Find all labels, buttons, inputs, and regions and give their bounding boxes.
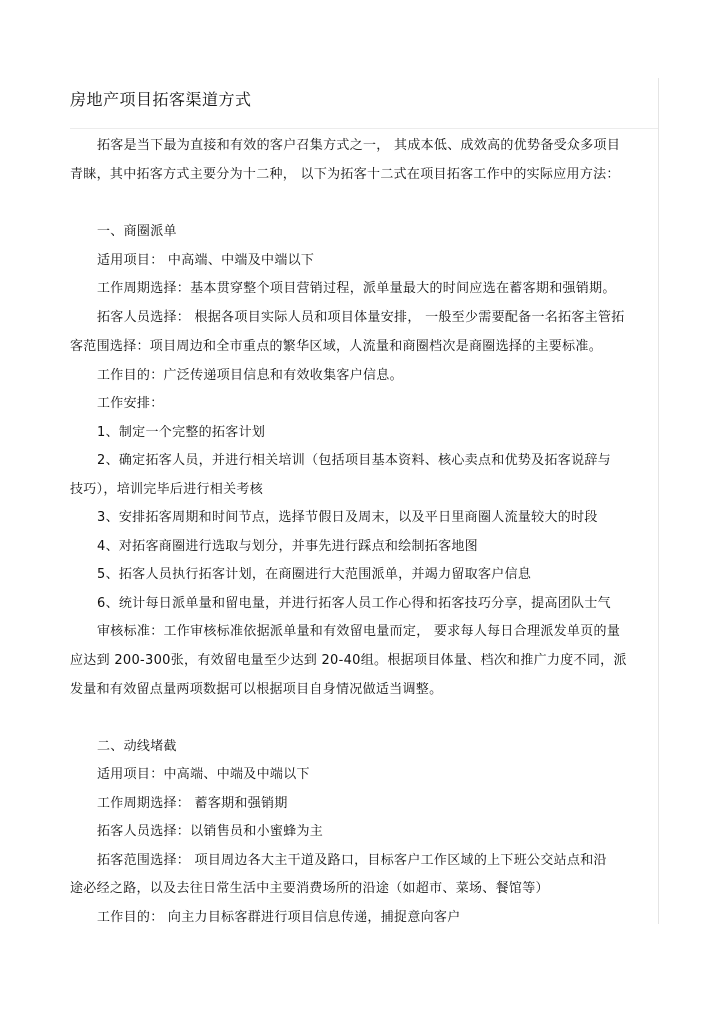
text-line: 4、对拓客商圈进行选取与划分，并事先进行踩点和绘制拓客地图 xyxy=(97,539,478,554)
text-line: 适用项目：中高端、中端及中端以下 xyxy=(97,767,310,782)
title-divider xyxy=(70,128,658,129)
text-line: 1、制定一个完整的拓客计划 xyxy=(97,425,266,440)
text-line: 技巧），培训完毕后进行相关考核 xyxy=(70,482,264,497)
text-line: 拓客范围选择： 项目周边各大主干道及路口，目标客户工作区域的上下班公交站点和沿 xyxy=(97,853,607,868)
text-line: 6、统计每日派单量和留电量，并进行拓客人员工作心得和拓客技巧分享，提高团队士气 xyxy=(97,596,611,611)
text-line: 发量和有效留点量两项数据可以根据项目自身情况做适当调整。 xyxy=(70,682,443,697)
text-line: 青睐，其中拓客方式主要分为十二种， 以下为拓客十二式在项目拓客工作中的实际应用方法： xyxy=(70,167,620,182)
document-title: 房地产项目拓客渠道方式 xyxy=(70,90,252,109)
text-line: 工作周期选择： 蓄客期和强销期 xyxy=(97,796,288,811)
text-line: 2、确定拓客人员，并进行相关培训（包括项目基本资料、核心卖点和优势及拓客说辞与 xyxy=(97,453,611,468)
text-line: 二、动线堵截 xyxy=(97,739,177,754)
text-line: 拓客是当下最为直接和有效的客户召集方式之一， 其成本低、成效高的优势备受众多项目 xyxy=(97,138,621,153)
text-line: 审核标准：工作审核标准依据派单量和有效留电量而定， 要求每人每日合理派发单页的量 xyxy=(97,624,621,639)
text-line: 工作周期选择：基本贯穿整个项目营销过程，派单量最大的时间应选在蓄客期和强销期。 xyxy=(97,281,616,296)
page-border-right xyxy=(658,78,659,924)
text-line: 工作目的： 向主力目标客群进行项目信息传递，捕捉意向客户 xyxy=(97,910,461,925)
text-line: 应达到 200-300张，有效留电量至少达到 20-40组。根据项目体量、档次和推广力度不同，派 xyxy=(70,653,627,668)
text-line: 3、安排拓客周期和时间节点，选择节假日及周末，以及平日里商圈人流量较大的时段 xyxy=(97,510,598,525)
text-line: 途必经之路，以及去往日常生活中主要消费场所的沿途（如超市、菜场、餐馆等） xyxy=(70,881,549,896)
text-line: 一、商圈派单 xyxy=(97,224,177,239)
text-line: 5、拓客人员执行拓客计划，在商圈进行大范围派单，并竭力留取客户信息 xyxy=(97,567,532,582)
text-line: 工作目的：广泛传递项目信息和有效收集客户信息。 xyxy=(97,368,403,383)
text-line: 拓客人员选择：以销售员和小蜜蜂为主 xyxy=(97,824,324,839)
text-line: 拓客人员选择： 根据各项目实际人员和项目体量安排， 一般至少需要配备一名拓客主管拓 xyxy=(97,310,625,325)
text-line: 客范围选择：项目周边和全市重点的繁华区域，人流量和商圈档次是商圈选择的主要标准。 xyxy=(70,339,603,354)
text-line: 适用项目： 中高端、中端及中端以下 xyxy=(97,253,315,268)
text-line: 工作安排： xyxy=(97,396,164,411)
